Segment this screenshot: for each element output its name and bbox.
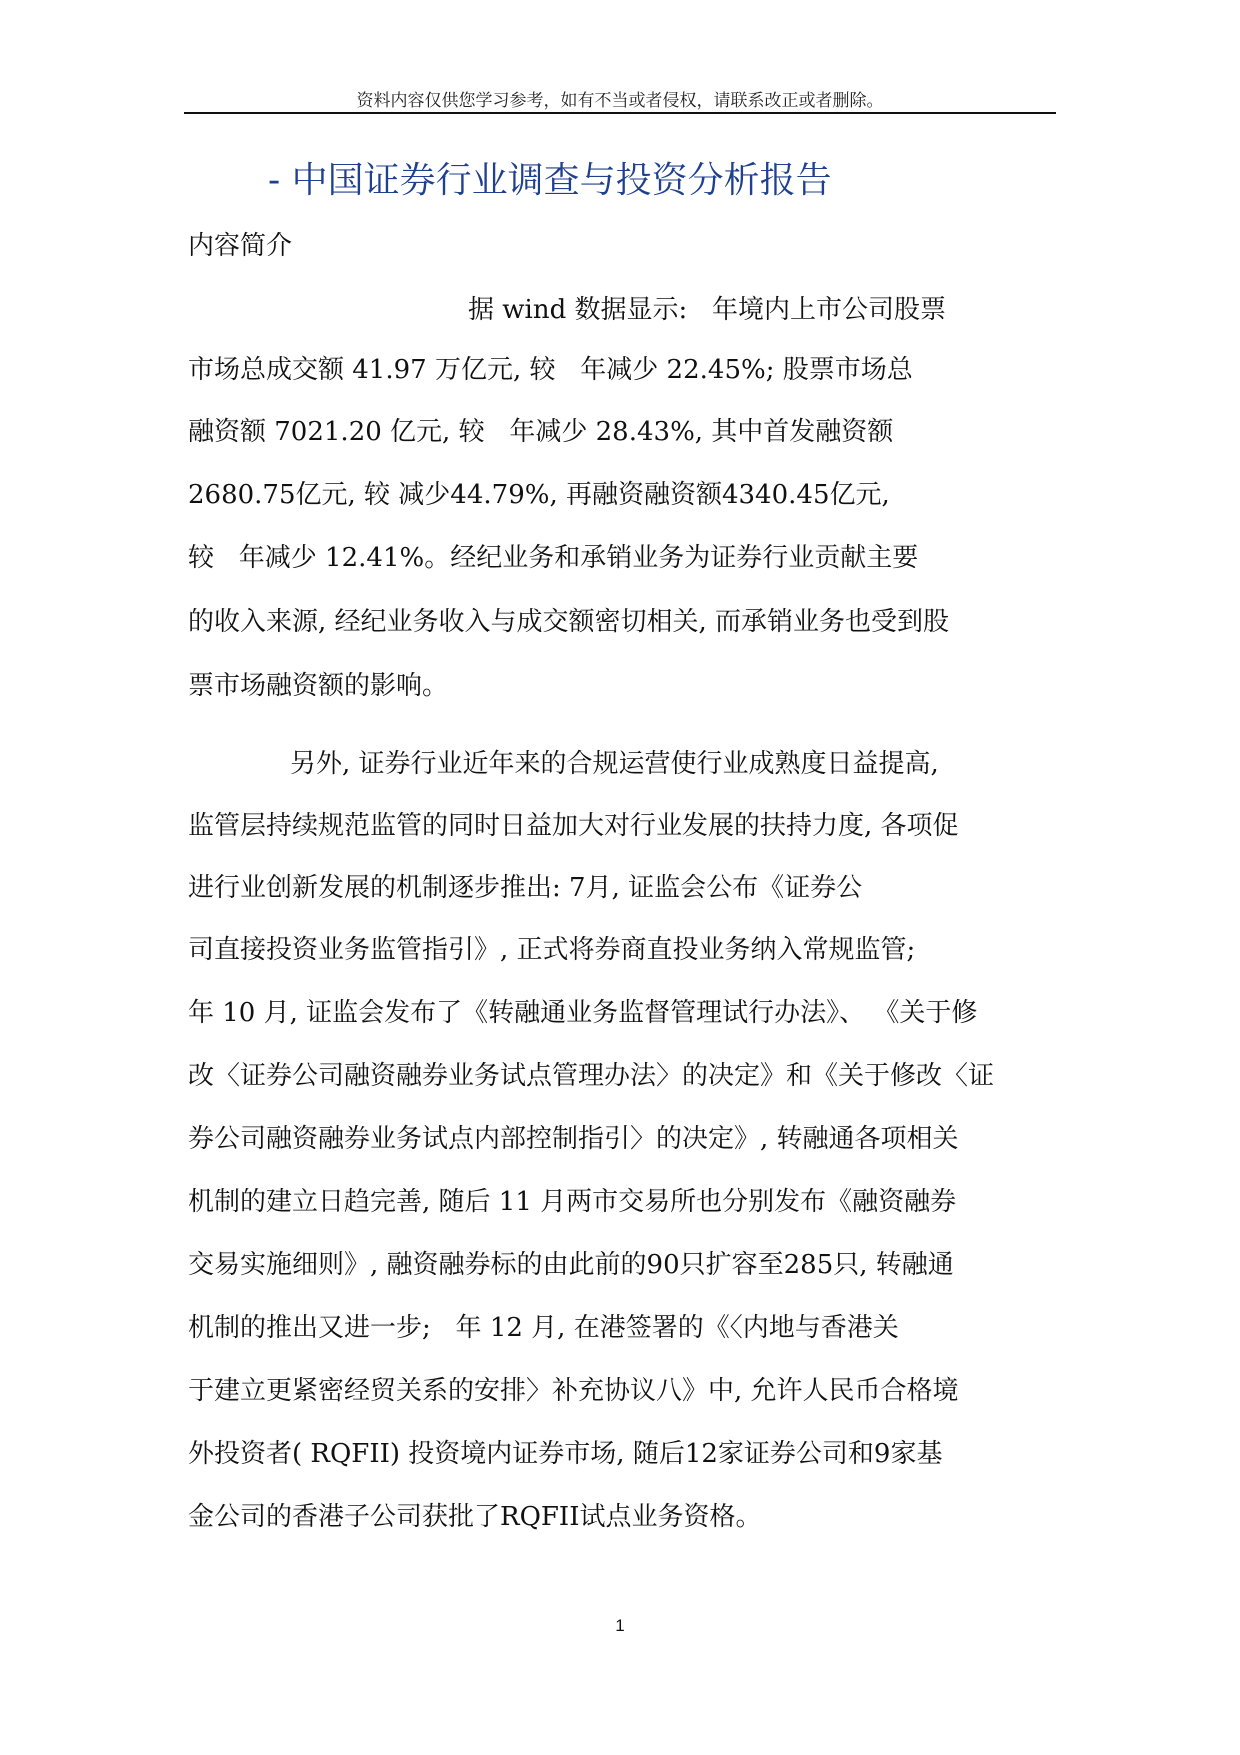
paragraph-2-line-4: 司直接投资业务监管指引》, 正式将券商直投业务纳入常规监管; [188, 935, 916, 965]
paragraph-1-line-3: 融资额 7021.20 亿元, 较 年减少 28.43%, 其中首发融资额 [188, 417, 894, 447]
header-divider [184, 112, 1056, 114]
document-title: - 中国证券行业调查与投资分析报告 [268, 160, 832, 201]
paragraph-2-line-9: 交易实施细则》, 融资融券标的由此前的90只扩容至285只, 转融通 [188, 1250, 954, 1280]
section-heading-summary: 内容简介 [188, 231, 293, 261]
paragraph-1-line-5: 较 年减少 12.41%。经纪业务和承销业务为证券行业贡献主要 [188, 543, 919, 573]
page-number: 1 [615, 1616, 625, 1635]
paragraph-1-line-2: 市场总成交额 41.97 万亿元, 较 年减少 22.45%; 股票市场总 [188, 355, 913, 385]
paragraph-2-line-13: 金公司的香港子公司获批了RQFII试点业务资格。 [188, 1502, 762, 1532]
paragraph-1-line-7: 票市场融资额的影响。 [188, 671, 449, 701]
paragraph-2-line-12: 外投资者( RQFII) 投资境内证券市场, 随后12家证券公司和9家基 [188, 1439, 943, 1469]
page-header-disclaimer: 资料内容仅供您学习参考，如有不当或者侵权，请联系改正或者删除。 [356, 91, 884, 111]
paragraph-2-line-3: 进行业创新发展的机制逐步推出: 7月, 证监会公布《证券公 [188, 873, 863, 903]
paragraph-2-line-6: 改〈证券公司融资融券业务试点管理办法〉的决定》和《关于修改〈证 [188, 1061, 995, 1091]
paragraph-2-line-10: 机制的推出又进一步; 年 12 月, 在港签署的《〈内地与香港关 [188, 1313, 899, 1343]
paragraph-2-line-1: 另外, 证券行业近年来的合规运营使行业成熟度日益提高, [290, 749, 939, 779]
paragraph-1-line-1: 据 wind 数据显示: 年境内上市公司股票 [468, 295, 947, 325]
paragraph-2-line-7: 券公司融资融券业务试点内部控制指引〉的决定》, 转融通各项相关 [188, 1124, 959, 1154]
paragraph-1-line-6: 的收入来源, 经纪业务收入与成交额密切相关, 而承销业务也受到股 [188, 607, 950, 637]
paragraph-2-line-11: 于建立更紧密经贸关系的安排〉补充协议八》中, 允许人民币合格境 [188, 1376, 959, 1406]
paragraph-2-line-8: 机制的建立日趋完善, 随后 11 月两市交易所也分别发布《融资融券 [188, 1187, 957, 1217]
paragraph-2-line-5: 年 10 月, 证监会发布了《转融通业务监督管理试行办法》、 《关于修 [188, 998, 978, 1028]
paragraph-2-line-2: 监管层持续规范监管的同时日益加大对行业发展的扶持力度, 各项促 [188, 811, 959, 841]
paragraph-1-line-4: 2680.75亿元, 较 减少44.79%, 再融资融资额4340.45亿元, [188, 480, 890, 510]
